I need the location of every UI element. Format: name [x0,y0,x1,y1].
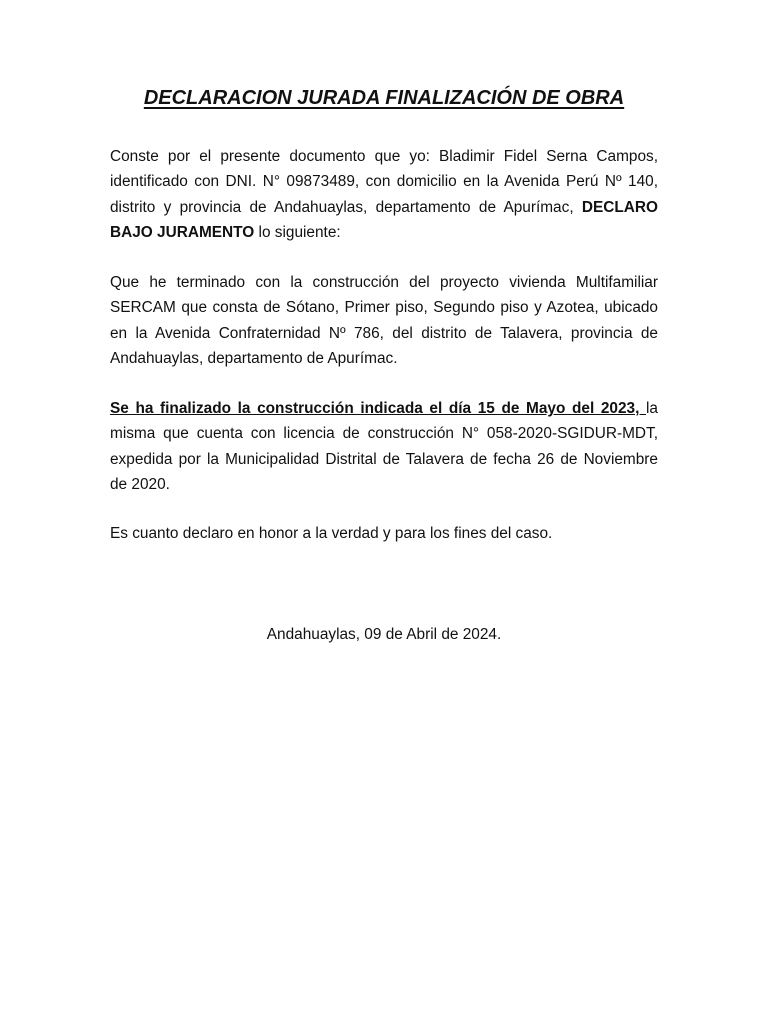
place-and-date: Andahuaylas, 09 de Abril de 2024. [266,626,502,643]
completion-date-statement: Se ha finalizado la construcción indicada el día 15 de Mayo del 2023, [110,400,647,417]
license-details-text: la misma que cuenta con licencia de construcción N° 058-2020-SGIDUR-MDT, expedida por la Municipalidad Distrital de Talavera de fecha 26 de Noviembre de 2020. [110,400,658,493]
declarant-identification-text: Conste por el presente documento que yo: Bladimir Fidel Serna Campos, identificado con DNI. N° 09873489, con domicilio en la Avenida Perú Nº 140, distrito y provincia de Andahuaylas, departamento de Apurímac, [110,148,658,216]
lo-siguiente-text: lo siguiente: [254,223,341,241]
declaro-bajo-juramento-text: DECLARO BAJO JURAMENTO [110,198,658,241]
closing-paragraph: Es cuanto declaro en honor a la verdad y para los fines del caso. [110,525,553,542]
project-paragraph: Que he terminado con la construcción del proyecto vivienda Multifamiliar SERCAM que consta de Sótano, Primer piso, Segundo piso y Azotea, ubicado en la Avenida Confraternidad Nº 786, del distrito de Talavera, provincia de Andahuaylas, departamento de Apurímac. [110,274,658,367]
document-title: DECLARACION JURADA FINALIZACIÓN DE OBRA [143,87,625,109]
declaration-paragraph [110,144,658,245]
completion-paragraph [110,396,658,497]
